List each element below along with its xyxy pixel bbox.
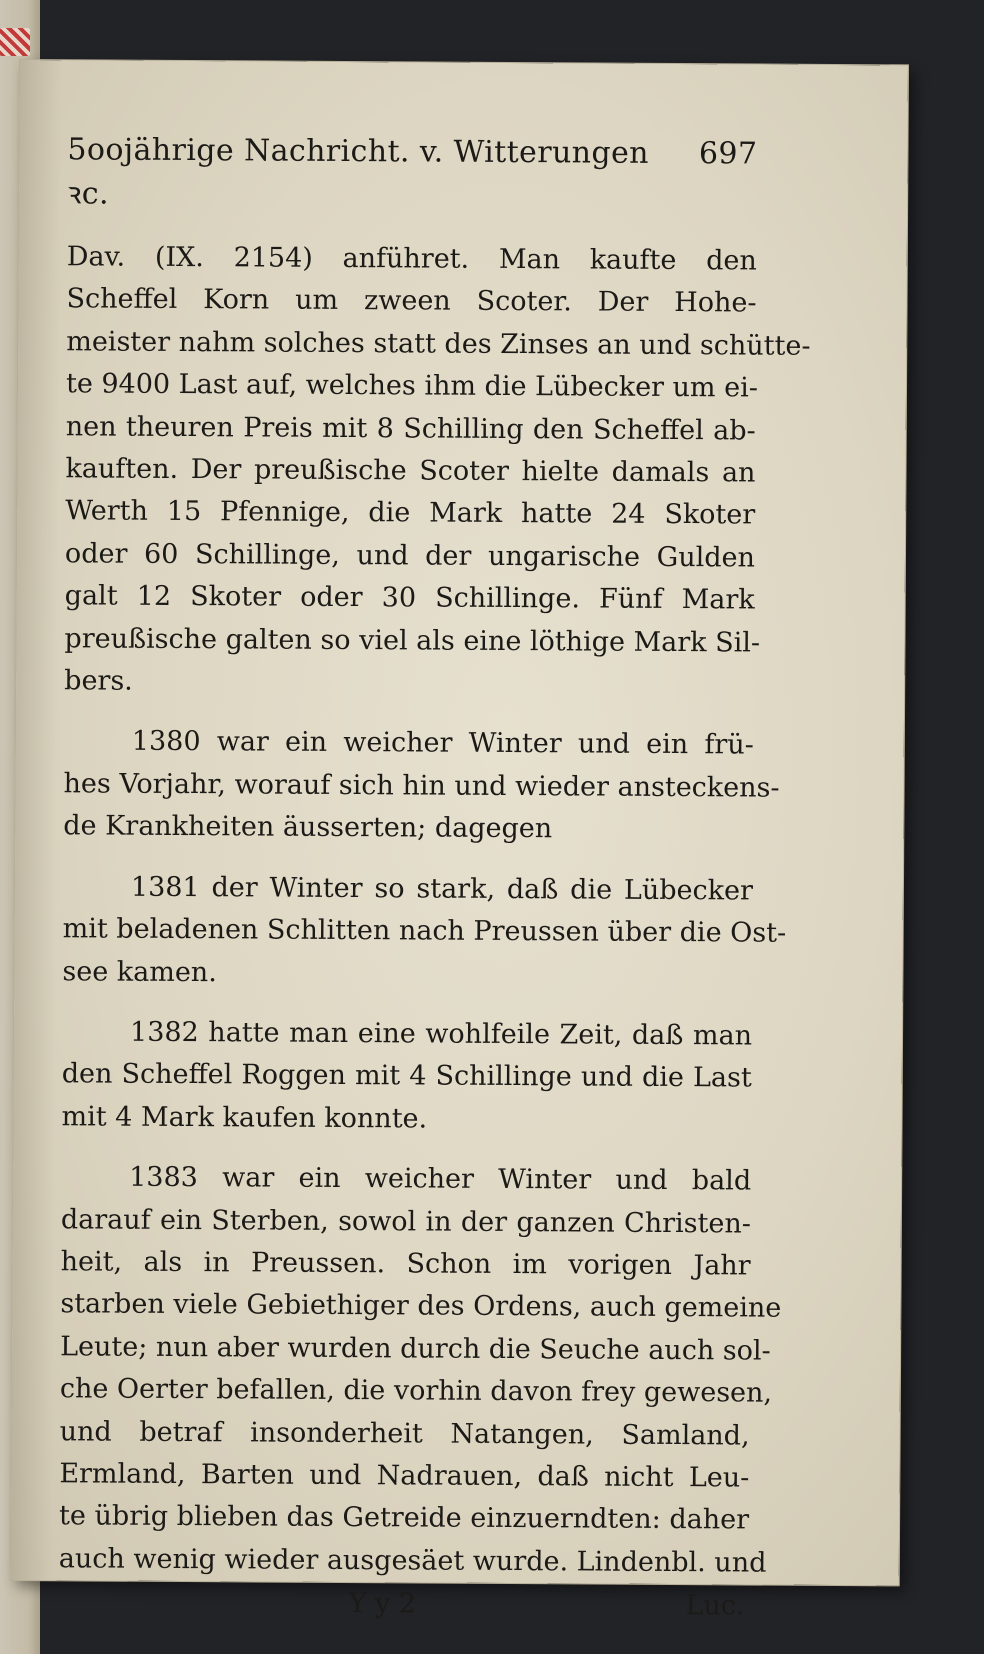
text-line: te 9400 Last auf, welches ihm die Lübecker um ei-: [65, 368, 758, 404]
text-line: kauften. Der preußische Scoter hielte damals an: [65, 453, 756, 489]
text-line: starben viele Gebiethiger des Ordens, auch gemeine: [60, 1288, 782, 1325]
text-line: Dav. (IX. 2154) anführet. Man kaufte den: [66, 241, 757, 277]
text-line: den Scheffel Roggen mit 4 Schillinge und die Last: [61, 1058, 752, 1094]
text-line: Ermland, Barten und Nadrauen, daß nicht Leu-: [59, 1458, 750, 1494]
text-line: hes Vorjahr, worauf sich hin und wieder ansteckens-: [63, 768, 780, 804]
text-line: 1381 der Winter so stark, daß die Lübecker: [130, 871, 754, 907]
text-line: galt 12 Skoter oder 30 Schillinge. Fünf Mark: [64, 580, 755, 616]
text-line: und betraf insonderheit Natangen, Samland,: [59, 1415, 750, 1452]
text-line: meister nahm solches statt des Zinses an und schütte-: [66, 326, 811, 362]
text-line: 1380 war ein weicher Winter und ein frü-: [131, 726, 754, 761]
text-line: bers.: [64, 665, 133, 697]
text-line: preußische galten so viel als eine löthige Mark Sil-: [64, 622, 761, 659]
text-line: che Oerter befallen, die vorhin davon frey gewesen,: [59, 1373, 773, 1409]
header-title: 5oojährige Nachricht. v. Witterungen ꝛc.: [67, 132, 650, 212]
text-line: Scheffel Korn um zween Scoter. Der Hohe-: [66, 283, 757, 319]
catchword: Luc.: [685, 1590, 745, 1622]
signature-mark: Y y 2: [348, 1588, 417, 1620]
bookmark-ribbon: [0, 28, 30, 56]
text-line: 1382 hatte man eine wohlfeile Zeit, daß man: [129, 1016, 753, 1052]
text-line: te übrig blieben das Getreide einzuerndten: daher: [59, 1500, 750, 1536]
text-line: nen theuren Preis mit 8 Schilling den Scheffel ab-: [65, 410, 756, 447]
body-text: [58, 236, 811, 1584]
text-line: auch wenig wieder ausgesäet wurde. Lindenbl. und: [58, 1543, 767, 1579]
page-text-block: [58, 128, 811, 1626]
text-line: darauf ein Sterben, sowol in der ganzen Christen-: [60, 1203, 752, 1240]
text-line: mit 4 Mark kaufen konnte.: [61, 1100, 428, 1135]
page-footer: [58, 1582, 748, 1626]
text-line: Leute; nun aber wurden durch die Seuche auch sol-: [60, 1331, 771, 1367]
page-number: 697: [698, 136, 758, 172]
book-page: [11, 60, 908, 1622]
text-line: see kamen.: [62, 955, 217, 988]
text-line: Werth 15 Pfennige, die Mark hatte 24 Skoter: [65, 495, 756, 531]
text-line: oder 60 Schillinge, und der ungarische Gulden: [64, 538, 756, 574]
text-line: mit beladenen Schlitten nach Preussen über die Ost-: [62, 913, 787, 949]
text-line: 1383 war ein weicher Winter und bald: [129, 1161, 752, 1197]
text-line: heit, als in Preussen. Schon im vorigen Jahr: [60, 1246, 751, 1282]
running-header: [67, 128, 758, 220]
text-line: de Krankheiten äusserten; dagegen: [63, 810, 553, 845]
